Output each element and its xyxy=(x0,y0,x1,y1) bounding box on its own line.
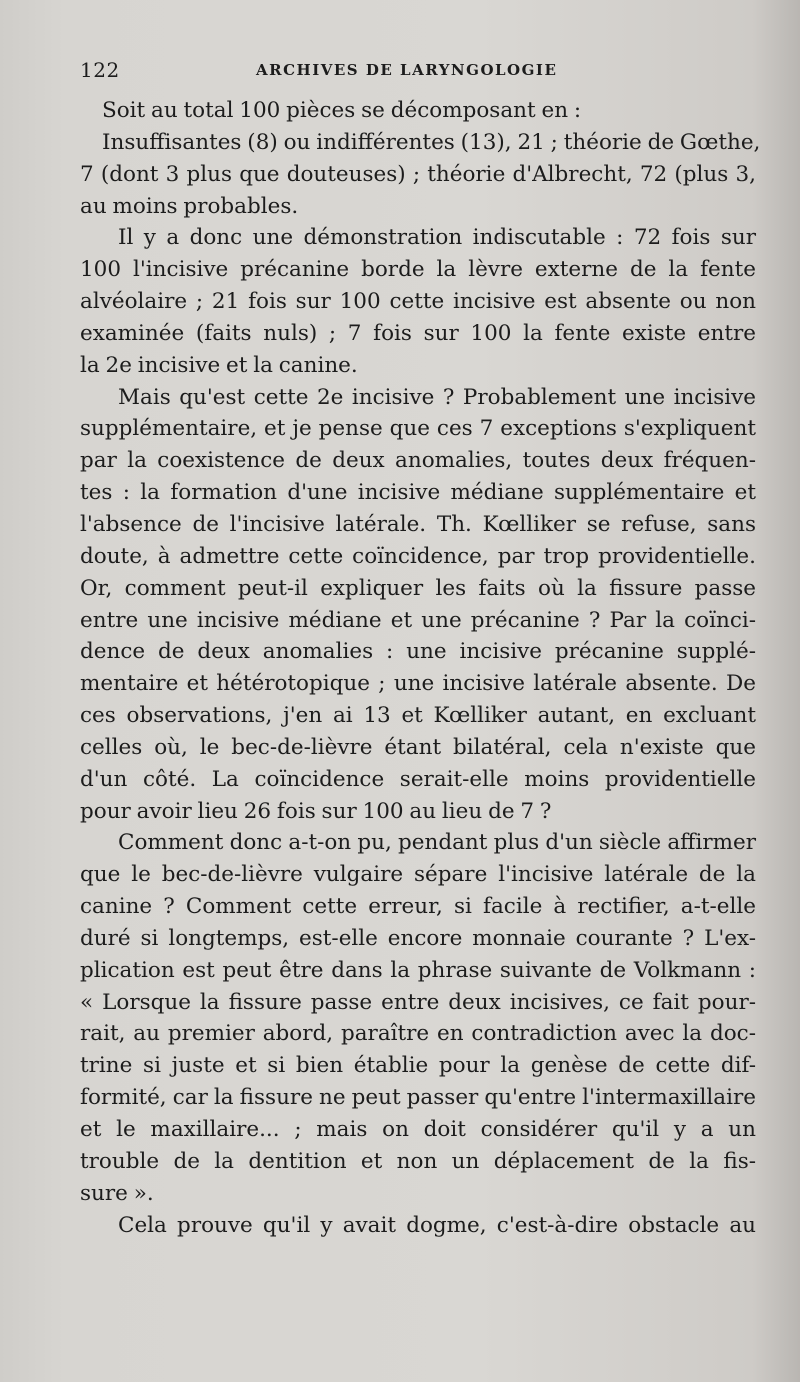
text-line: rait, au premier abord, paraître en contradiction avec la doc- xyxy=(80,1021,756,1047)
text-line: « Lorsque la fissure passe entre deux incisives, ce fait pour- xyxy=(80,989,756,1015)
text-line: Insuffisantes (8) ou indifférentes (13), 21 ; théorie de Gœthe, xyxy=(102,129,761,155)
text-line: Soit au total 100 pièces se décomposant en : xyxy=(102,98,582,123)
body-text xyxy=(80,95,761,1241)
text-line: examinée (faits nuls) ; 7 fois sur 100 la fente existe entre xyxy=(80,320,756,346)
text-line: mentaire et hétérotopique ; une incisive latérale absente. De xyxy=(80,671,756,697)
text-line: l'absence de l'incisive latérale. Th. Kœlliker se refuse, sans xyxy=(80,511,756,537)
text-line: Cela prouve qu'il y avait dogme, c'est-à-dire obstacle au xyxy=(118,1212,756,1238)
text-line: au moins probables. xyxy=(80,193,299,219)
text-line: duré si longtemps, est-elle encore monnaie courante ? L'ex- xyxy=(80,925,756,951)
text-line: entre une incisive médiane et une précanine ? Par la coïnci- xyxy=(80,607,756,633)
text-line: Il y a donc une démonstration indiscutable : 72 fois sur xyxy=(118,225,756,251)
text-line: 7 (dont 3 plus que douteuses) ; théorie d'Albrecht, 72 (plus 3, xyxy=(80,161,756,187)
text-line: trine si juste et si bien établie pour la genèse de cette dif- xyxy=(80,1053,756,1079)
text-line: et le maxillaire... ; mais on doit considérer qu'il y a un xyxy=(80,1117,756,1142)
text-line: Comment donc a-t-on pu, pendant plus d'un siècle affirmer xyxy=(118,830,756,856)
text-line: Mais qu'est cette 2e incisive ? Probablement une incisive xyxy=(118,384,756,410)
text-line: sure ». xyxy=(80,1180,154,1206)
text-line: 100 l'incisive précanine borde la lèvre externe de la fente xyxy=(80,257,756,283)
text-line: formité, car la fissure ne peut passer qu'entre l'intermaxillaire xyxy=(80,1085,756,1111)
page-header xyxy=(80,58,760,88)
text-line: tes : la formation d'une incisive médiane supplémentaire et xyxy=(80,480,756,506)
page-number: 122 xyxy=(80,58,120,82)
text-line: que le bec-de-lièvre vulgaire sépare l'incisive latérale de la xyxy=(80,862,756,888)
text-line: dence de deux anomalies : une incisive précanine supplé- xyxy=(80,639,756,665)
running-title: ARCHIVES DE LARYNGOLOGIE xyxy=(256,61,558,79)
text-line: celles où, le bec-de-lièvre étant bilatéral, cela n'existe que xyxy=(80,734,756,760)
text-line: doute, à admettre cette coïncidence, par trop providentielle. xyxy=(80,543,756,569)
text-line: supplémentaire, et je pense que ces 7 exceptions s'expliquent xyxy=(80,416,756,442)
text-line: alvéolaire ; 21 fois sur 100 cette incisive est absente ou non xyxy=(80,289,756,315)
text-line: ces observations, j'en ai 13 et Kœlliker autant, en excluant xyxy=(80,703,756,729)
text-line: par la coexistence de deux anomalies, toutes deux fréquen- xyxy=(80,448,756,474)
text-line: pour avoir lieu 26 fois sur 100 au lieu de 7 ? xyxy=(80,798,552,824)
text-line: canine ? Comment cette erreur, si facile à rectifier, a-t-elle xyxy=(80,894,756,920)
text-line: trouble de la dentition et non un déplacement de la fis- xyxy=(80,1148,756,1174)
text-line: la 2e incisive et la canine. xyxy=(80,352,358,378)
text-line: d'un côté. La coïncidence serait-elle moins providentielle xyxy=(80,766,756,792)
text-line: plication est peut être dans la phrase suivante de Volkmann : xyxy=(80,957,756,983)
text-line: Or, comment peut-il expliquer les faits où la fissure passe xyxy=(80,575,756,601)
